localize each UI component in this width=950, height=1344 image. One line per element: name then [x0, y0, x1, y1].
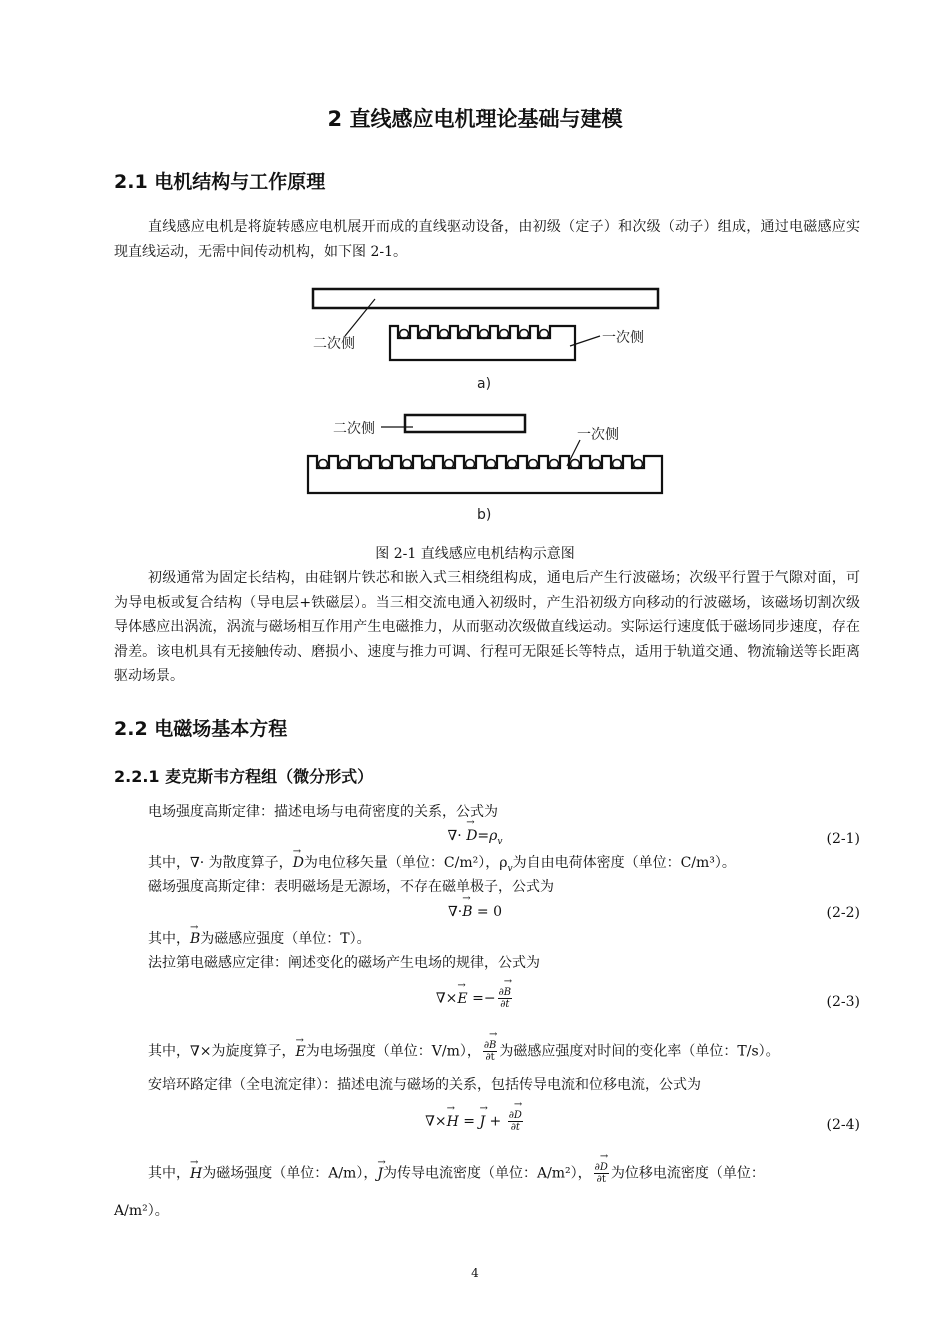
- subsection-heading-2-2-1: 2.2.1 麦克斯韦方程组（微分形式）: [114, 767, 374, 786]
- secondary-plate-a: [313, 289, 658, 308]
- primary-core-a: [390, 326, 575, 360]
- leader-secondary-a: [345, 299, 375, 336]
- secondary-plate-b: [405, 415, 525, 432]
- equation-2-2-note: 其中，→ B为磁感应强度（单位：T）。: [148, 928, 371, 950]
- leader-primary-b: [567, 440, 580, 466]
- note-text: 为自由电荷体密度（单位：C/m³）。: [512, 855, 736, 871]
- equation-number-2-1: (2-1): [826, 831, 860, 847]
- note-text: 其中，: [148, 931, 190, 947]
- note-text: 为磁场强度（单位：A/m），: [202, 1165, 378, 1182]
- note-text: 为磁感应强度对时间的变化率（单位：T/s）。: [499, 1043, 780, 1060]
- note-text: 为电位移矢量（单位：C/m²），: [303, 855, 500, 871]
- note-text: 为传导电流密度（单位：A/m²），: [382, 1165, 592, 1182]
- label-secondary-a: 二次侧: [313, 336, 355, 352]
- figure-caption: 图 2-1 直线感应电机结构示意图: [375, 546, 575, 562]
- principle-paragraph: 初级通常为固定长结构，由硅钢片铁芯和嵌入式三相绕组构成，通电后产生行波磁场；次级平行置于气隙对面，可为导电板或复合结构（导电层+铁磁层）。当三相交流电通入初级时，产生沿初级方向移动的行波磁场，该磁场切割次级导体感应出涡流，涡流与磁场相互作用产生电磁推力，从而驱动次级做直线运动。实际运行速度低于磁场同步速度，存在滑差。该电机具有无接触传动、磨损小、速度与推力可调、行程可无限延长等特点，适用于轨道交通、物流输送等长距离驱动场景。: [114, 570, 860, 684]
- equation-2-2: ∇·→ B = 0: [0, 904, 950, 920]
- primary-core-b: [308, 456, 662, 493]
- label-secondary-b: 二次侧: [333, 421, 375, 437]
- motor-structure-figure: [305, 280, 670, 525]
- ampere-intro: 安培环路定律（全电流定律）：描述电流与磁场的关系，包括传导电流和位移电流，公式为: [148, 1077, 701, 1093]
- equation-2-1: ∇· → $D=\rho_v$: [0, 828, 950, 847]
- note-text: 为位移电流密度（单位：: [610, 1165, 765, 1182]
- section-heading-2-1: 2.1 电机结构与工作原理: [114, 171, 326, 193]
- note-text: 为磁感应强度（单位：T）。: [200, 931, 371, 947]
- equation-2-1-note: 其中，∇· 为散度算子，→ D为电位移矢量（单位：C/m²），$\rho_v$为自由电荷体密度（单位：C/m³）。: [148, 852, 736, 880]
- gauss-electric-intro: 电场强度高斯定律：描述电场与电荷密度的关系，公式为: [148, 804, 498, 820]
- equation-2-4-note-cont: A/m²）。: [114, 1203, 169, 1219]
- equation-number-2-2: (2-2): [826, 905, 860, 921]
- page-number: 4: [471, 1266, 479, 1280]
- note-text: 为电场强度（单位：V/m），: [305, 1043, 481, 1060]
- subfigure-label-a: a): [477, 376, 492, 392]
- note-text: 其中，∇· 为散度算子，: [148, 855, 293, 871]
- equation-2-3-note: 其中，∇×为旋度算子，→ E为电场强度（单位：V/m）， $\frac{\partial\to B}{\partial t}$ 为磁感应强度对时间的变化率（单位：T/s）。: [148, 1040, 780, 1063]
- gauss-magnetic-intro: 磁场强度高斯定律：表明磁场是无源场，不存在磁单极子，公式为: [148, 879, 554, 895]
- equation-number-2-3: (2-3): [826, 994, 860, 1010]
- equation-2-4: ∇×→ H = → J + $\frac{\partial\to D}{\partial t}$: [0, 1110, 950, 1133]
- intro-paragraph: 直线感应电机是将旋转感应电机展开而成的直线驱动设备，由初级（定子）和次级（动子）组成，通过电磁感应实现直线运动，无需中间传动机构，如下图 2-1。: [114, 219, 860, 260]
- note-text: 其中，: [148, 1165, 190, 1182]
- equation-2-4-note: 其中，→ H为磁场强度（单位：A/m），→ J为传导电流密度（单位：A/m²）， $\frac{\partial\to D}{\partial t}$ 为位移电流密度（单位：: [148, 1162, 765, 1185]
- equation-2-3: ∇×→ E =− $\frac{\partial\to B}{\partial t}$: [0, 987, 950, 1010]
- section-heading-2-2: 2.2 电磁场基本方程: [114, 718, 288, 740]
- label-primary-a: 一次侧: [602, 330, 644, 346]
- subfigure-label-b: b): [477, 507, 492, 523]
- label-primary-b: 一次侧: [577, 427, 619, 443]
- note-text: 其中，∇×为旋度算子，: [148, 1043, 296, 1060]
- equation-number-2-4: (2-4): [826, 1117, 860, 1133]
- faraday-intro: 法拉第电磁感应定律：阐述变化的磁场产生电场的规律，公式为: [148, 955, 540, 971]
- chapter-title: 2 直线感应电机理论基础与建模: [327, 107, 623, 131]
